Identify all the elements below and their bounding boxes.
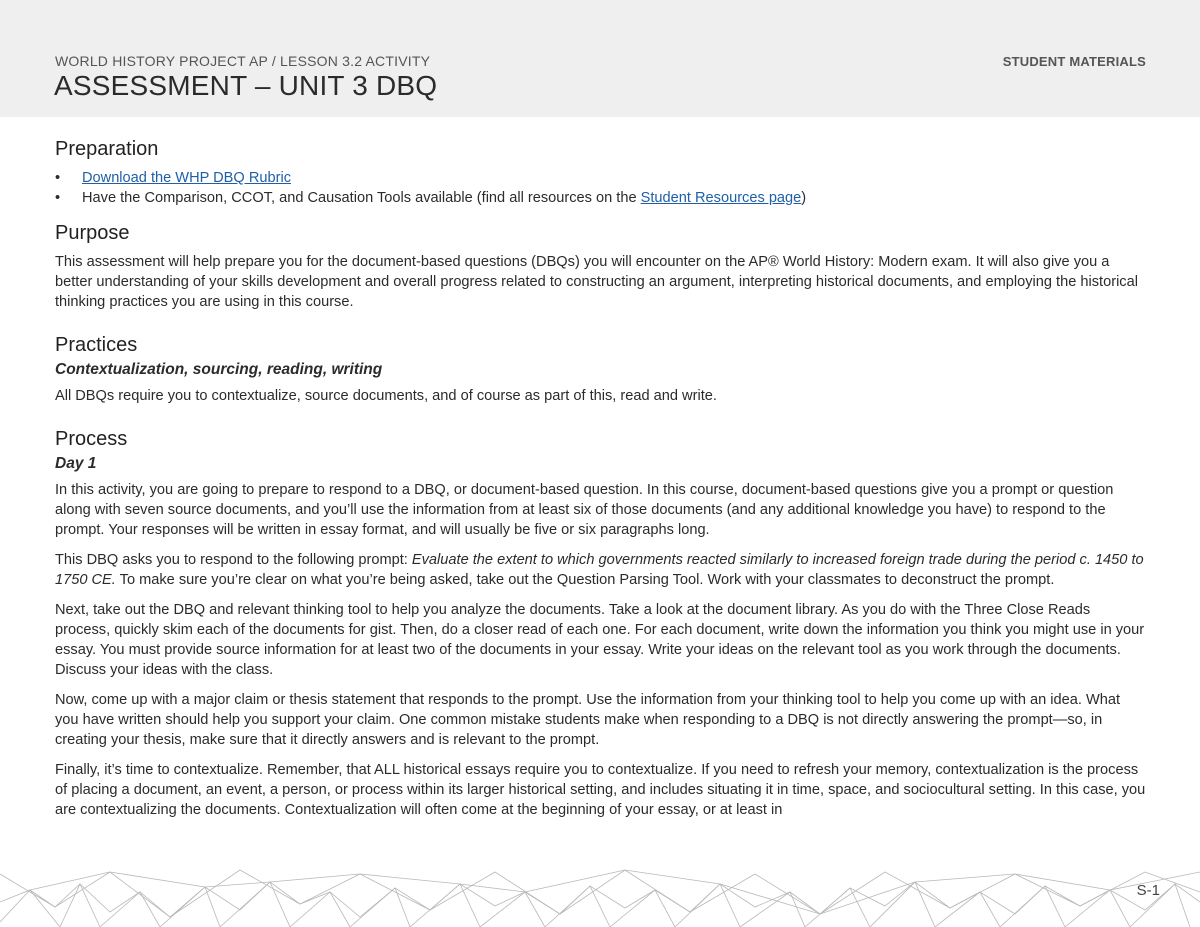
process-heading: Process (55, 428, 128, 450)
list-item (55, 168, 1147, 188)
dbq-rubric-link[interactable]: Download the WHP DBQ Rubric (82, 170, 291, 186)
practices-section (55, 332, 1147, 406)
day-subheading: Day 1 (55, 455, 97, 472)
process-paragraph-4: Now, come up with a major claim or thesis statement that responds to the prompt. Use the information from your thinking tool to help you come up with an idea. What you have written should help you support your claim. One common mistake students make when responding to a DBQ is not directly answering the prompt—so, in creating your thesis, make sure that it directly answers and is relevant to the prompt. (55, 692, 1121, 748)
prompt-intro: This DBQ asks you to respond to the following prompt: (55, 552, 412, 568)
dbq-prompt: Evaluate the extent to which governments reacted similarly to increased foreign trade during the period c. 1450 to 1750 CE. (55, 552, 1144, 588)
prompt-instructions: To make sure you’re clear on what you’re being asked, take out the Question Parsing Tool. Work with your classmates to deconstruct the prompt. (115, 572, 1055, 588)
preparation-list (55, 168, 1147, 208)
process-paragraph-2 (55, 550, 1147, 590)
list-item (55, 188, 1147, 208)
preparation-heading: Preparation (55, 138, 159, 160)
process-paragraph-5: Finally, it’s time to contextualize. Remember, that ALL historical essays require you to contextualize. If you need to refresh your memory, contextualization is the process of placing a document, an event, a person, or process within its larger historical setting, and includes situating it in time, space, and sociocultural setting. In this case, you are contextualizing the documents. Contextualization will often come at the beginning of your essay, or at least in (55, 762, 1146, 818)
footer-polygon-pattern (0, 862, 1200, 927)
process-section (55, 426, 1147, 820)
student-resources-link[interactable]: Student Resources page (640, 190, 802, 206)
practices-subheading: Contextualization, sourcing, reading, writing (55, 361, 383, 378)
purpose-text: This assessment will help prepare you for the document-based questions (DBQs) you will encounter on the AP® World History: Modern exam. It will also give you a better understanding of your skills development and overall progress related to constructing an argument, interpreting historical documents, and employing the historical thinking practices you are using in this course. (55, 254, 1138, 310)
practices-text: All DBQs require you to contextualize, source documents, and of course as part of this, read and write. (55, 388, 717, 404)
document-body (55, 136, 1147, 832)
lesson-kicker: WORLD HISTORY PROJECT AP / LESSON 3.2 ACTIVITY (55, 53, 431, 69)
purpose-section (55, 220, 1147, 312)
practices-heading: Practices (55, 334, 138, 356)
purpose-heading: Purpose (55, 222, 130, 244)
student-materials-label: STUDENT MATERIALS (1002, 54, 1146, 69)
tools-text-end: ) (801, 190, 807, 206)
page-header (0, 0, 1200, 117)
process-paragraph-3: Next, take out the DBQ and relevant thinking tool to help you analyze the documents. Take a look at the document library. As you do with the Three Close Reads process, quickly skim each of the documents for gist. Then, do a closer read of each one. For each document, write down the information you think you might use in your essay. You must provide source information for at least two of the documents in your essay. Write your ideas on the relevant tool as you work through the documents. Discuss your ideas with the class. (55, 602, 1145, 678)
page-number: S-1 (1136, 882, 1160, 899)
page-title: ASSESSMENT – UNIT 3 DBQ (54, 70, 438, 101)
preparation-section (55, 136, 1147, 208)
tools-text: Have the Comparison, CCOT, and Causation Tools available (find all resources on the (82, 190, 641, 206)
process-paragraph-1: In this activity, you are going to prepare to respond to a DBQ, or document-based question. In this course, document-based questions give you a prompt or question along with seven source documents, and you’ll use the information from at least six of those documents (and any additional knowledge you have) to respond to the prompt. Your responses will be written in essay format, and will usually be five or six paragraphs long. (55, 482, 1114, 538)
